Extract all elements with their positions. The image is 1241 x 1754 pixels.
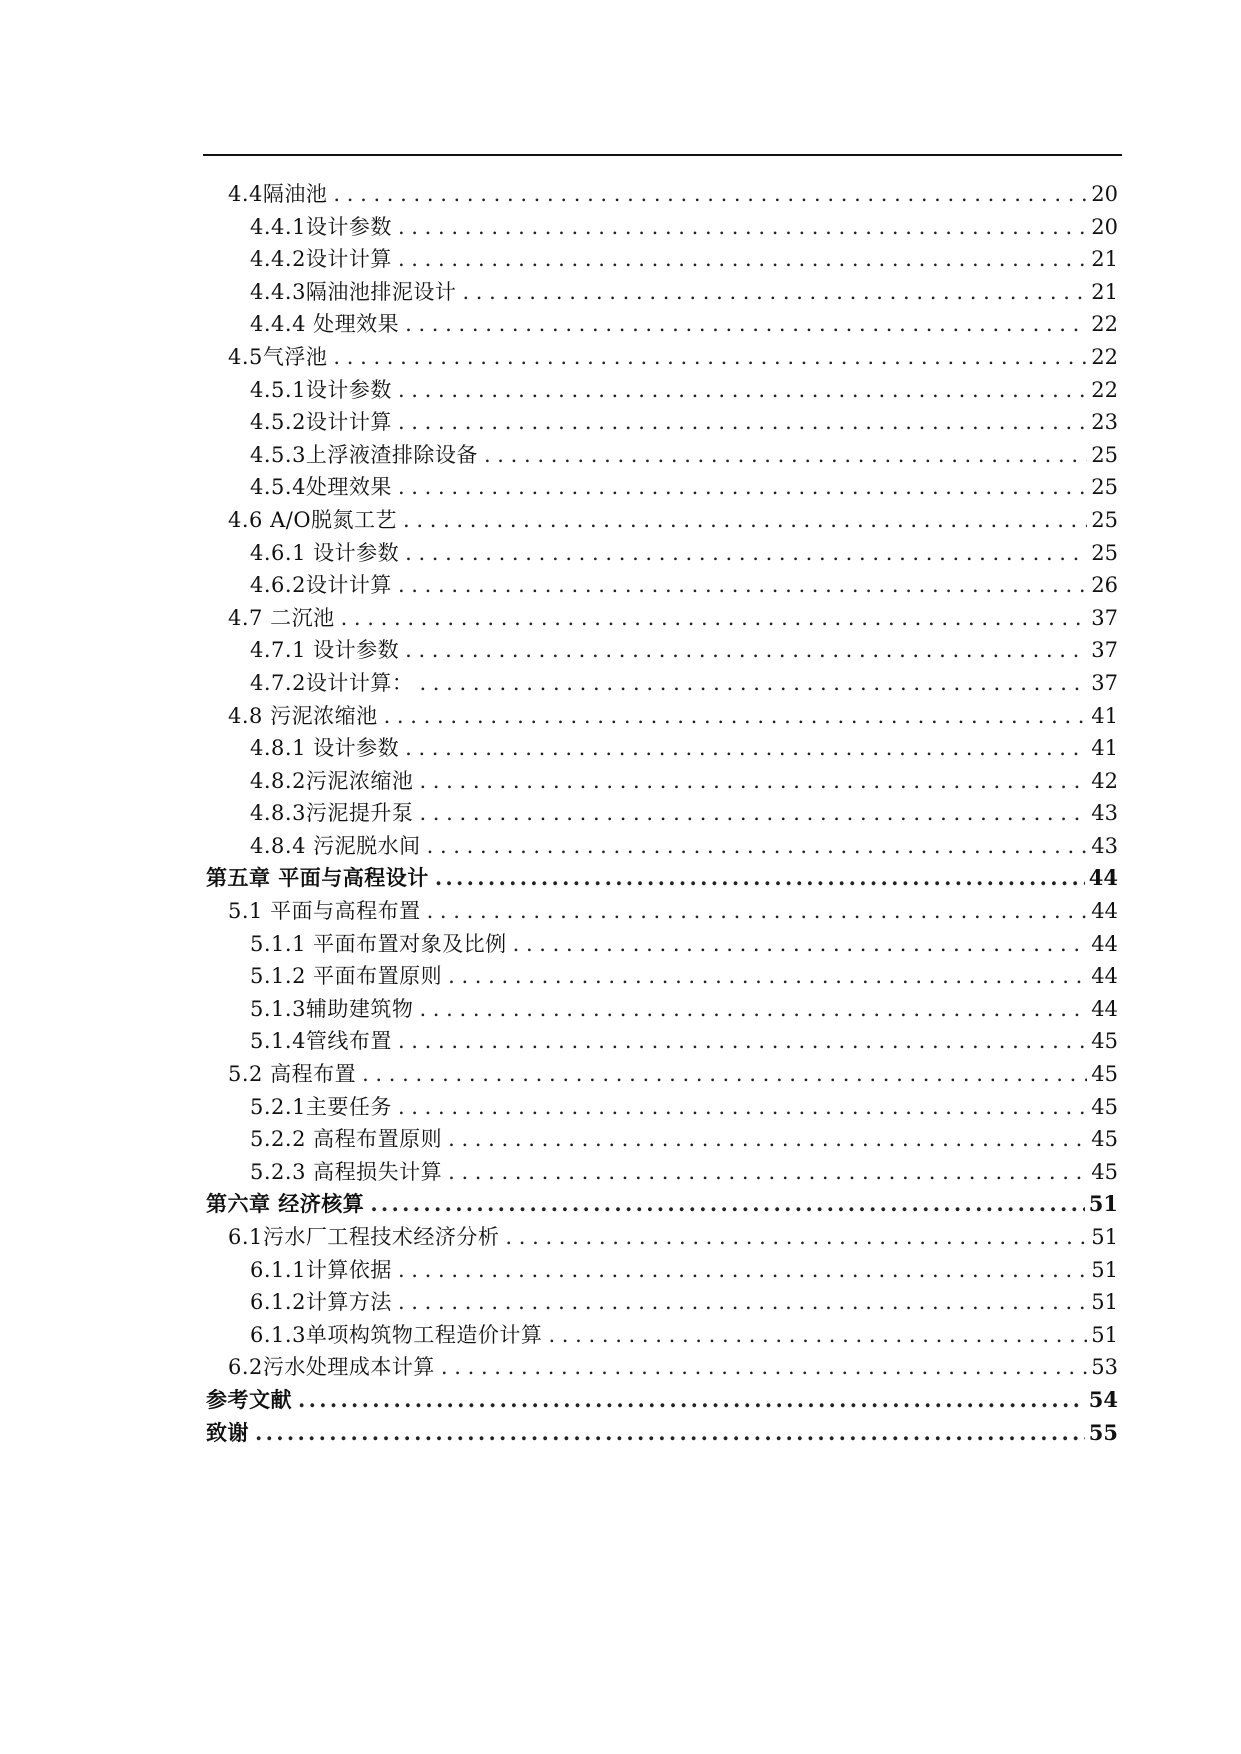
- toc-entry-title: 致谢: [206, 1419, 249, 1445]
- toc-entry[interactable]: [206, 341, 1118, 374]
- toc-entry-title: 4.8 污泥浓缩池: [228, 703, 378, 728]
- toc-dot-leader: [441, 1351, 1087, 1384]
- toc-entry[interactable]: [206, 1221, 1118, 1254]
- toc-entry[interactable]: [206, 1188, 1118, 1221]
- toc-page-number: 26: [1091, 573, 1118, 598]
- toc-entry-title: 6.1.1计算依据: [250, 1257, 392, 1282]
- toc-dot-leader: [505, 1221, 1087, 1254]
- toc-dot-leader: [448, 960, 1087, 993]
- toc-dot-leader: [403, 504, 1087, 537]
- toc-entry-title: 5.1 平面与高程布置: [228, 899, 421, 924]
- toc-entry-title: 第六章 经济核算: [206, 1191, 365, 1217]
- toc-page-number: 45: [1091, 1062, 1118, 1087]
- toc-page-number: 45: [1091, 1159, 1118, 1184]
- toc-entry[interactable]: [206, 504, 1118, 537]
- toc-dot-leader: [333, 178, 1087, 211]
- toc-entry-title: 6.1.3单项构筑物工程造价计算: [250, 1322, 543, 1347]
- toc-dot-leader: [398, 211, 1087, 244]
- toc-page-number: 23: [1091, 410, 1118, 435]
- toc-entry-title: 4.4隔油池: [228, 182, 328, 206]
- toc-dot-leader: [405, 537, 1087, 570]
- toc-entry-title: 5.1.4管线布置: [250, 1029, 392, 1054]
- toc-entry-title: 5.2 高程布置: [228, 1062, 357, 1087]
- toc-dot-leader: [341, 602, 1088, 635]
- toc-page-number: 41: [1091, 736, 1118, 761]
- toc-dot-leader: [398, 1254, 1087, 1287]
- header-rule: [203, 154, 1122, 156]
- toc-page-number: 42: [1091, 768, 1118, 793]
- toc-entry[interactable]: [206, 178, 1118, 211]
- toc-page-number: 41: [1091, 703, 1118, 728]
- toc-entry[interactable]: [206, 1286, 1118, 1319]
- toc-dot-leader: [398, 471, 1087, 504]
- toc-page-number: 20: [1091, 182, 1118, 206]
- toc-page-number: 21: [1091, 279, 1118, 304]
- toc-entry[interactable]: [206, 276, 1118, 309]
- toc-entry[interactable]: [206, 895, 1118, 928]
- toc-page-number: 51: [1091, 1290, 1118, 1315]
- toc-entry-title: 第五章 平面与高程设计: [206, 865, 429, 891]
- toc-entry[interactable]: [206, 830, 1118, 863]
- toc-dot-leader: [435, 862, 1085, 895]
- toc-entry-title: 4.4.4 处理效果: [250, 312, 400, 337]
- toc-dot-leader: [448, 1156, 1087, 1189]
- toc-entry[interactable]: [206, 634, 1118, 667]
- toc-dot-leader: [419, 993, 1087, 1026]
- toc-dot-leader: [513, 928, 1088, 961]
- toc-dot-leader: [398, 243, 1087, 276]
- toc-page-number: 51: [1091, 1225, 1118, 1249]
- toc-dot-leader: [398, 1025, 1087, 1058]
- toc-page-number: 44: [1088, 865, 1118, 891]
- toc-entry-title: 4.8.4 污泥脱水间: [250, 833, 421, 858]
- toc-entry-title: 4.4.2设计计算: [250, 247, 392, 272]
- toc-page-number: 54: [1088, 1386, 1118, 1412]
- toc-page-number: 25: [1091, 507, 1118, 532]
- toc-entry-title: 4.7.1 设计参数: [250, 638, 400, 663]
- toc-page-number: 22: [1091, 312, 1118, 337]
- toc-page-number: 44: [1091, 899, 1118, 924]
- toc-entry-title: 4.8.2污泥浓缩池: [250, 768, 414, 793]
- toc-entry-title: 参考文献: [206, 1386, 292, 1412]
- toc-entry-title: 5.1.3辅助建筑物: [250, 996, 414, 1021]
- toc-entry-title: 4.8.1 设计参数: [250, 736, 400, 761]
- toc-entry-title: 6.2污水处理成本计算: [228, 1355, 435, 1380]
- toc-entry[interactable]: [206, 308, 1118, 341]
- toc-page-number: 51: [1091, 1257, 1118, 1282]
- toc-entry[interactable]: [206, 960, 1118, 993]
- toc-entry-title: 4.4.3隔油池排泥设计: [250, 279, 457, 304]
- toc-dot-leader: [405, 732, 1087, 765]
- toc-entry[interactable]: [206, 1156, 1118, 1189]
- toc-entry[interactable]: [206, 732, 1118, 765]
- toc-entry-title: 5.1.2 平面布置原则: [250, 964, 443, 989]
- toc-page-number: 45: [1091, 1029, 1118, 1054]
- table-of-contents: [206, 178, 1118, 1449]
- toc-entry[interactable]: [206, 243, 1118, 276]
- toc-dot-leader: [370, 1188, 1084, 1221]
- toc-entry-title: 6.1.2计算方法: [250, 1290, 392, 1315]
- toc-entry-title: 4.4.1设计参数: [250, 214, 392, 239]
- toc-page-number: 22: [1091, 377, 1118, 402]
- toc-page-number: 20: [1091, 214, 1118, 239]
- toc-page-number: 53: [1091, 1355, 1118, 1380]
- toc-dot-leader: [398, 569, 1087, 602]
- toc-entry-title: 4.6 A/O脱氮工艺: [228, 507, 398, 532]
- toc-dot-leader: [419, 667, 1087, 700]
- toc-page-number: 44: [1091, 931, 1118, 956]
- toc-entry[interactable]: [206, 797, 1118, 830]
- toc-dot-leader: [484, 439, 1087, 472]
- toc-page-number: 37: [1091, 670, 1118, 695]
- toc-entry[interactable]: [206, 1025, 1118, 1058]
- toc-entry-title: 6.1污水厂工程技术经济分析: [228, 1225, 500, 1249]
- toc-dot-leader: [419, 765, 1087, 798]
- toc-page-number: 45: [1091, 1094, 1118, 1119]
- toc-page-number: 45: [1091, 1127, 1118, 1152]
- toc-entry-title: 4.5气浮池: [228, 344, 328, 369]
- toc-entry[interactable]: [206, 700, 1118, 733]
- toc-page-number: 25: [1091, 540, 1118, 565]
- toc-entry-title: 5.2.1主要任务: [250, 1094, 392, 1119]
- toc-page-number: 44: [1091, 964, 1118, 989]
- toc-entry[interactable]: [206, 1091, 1118, 1124]
- toc-dot-leader: [333, 341, 1087, 374]
- toc-dot-leader: [405, 634, 1087, 667]
- toc-dot-leader: [298, 1384, 1085, 1417]
- toc-entry[interactable]: [206, 471, 1118, 504]
- toc-entry[interactable]: [206, 1319, 1118, 1352]
- toc-entry-title: 4.8.3污泥提升泵: [250, 801, 414, 826]
- toc-page-number: 21: [1091, 247, 1118, 272]
- toc-entry[interactable]: [206, 1058, 1118, 1091]
- toc-entry-title: 4.7 二沉池: [228, 605, 335, 630]
- toc-dot-leader: [384, 700, 1088, 733]
- toc-entry[interactable]: [206, 928, 1118, 961]
- toc-page-number: 51: [1091, 1322, 1118, 1347]
- toc-dot-leader: [398, 1091, 1087, 1124]
- toc-page-number: 43: [1091, 801, 1118, 826]
- toc-dot-leader: [398, 374, 1087, 407]
- toc-page-number: 37: [1091, 605, 1118, 630]
- toc-dot-leader: [427, 895, 1088, 928]
- toc-page-number: 44: [1091, 996, 1118, 1021]
- toc-dot-leader: [362, 1058, 1087, 1091]
- toc-entry-title: 5.2.2 高程布置原则: [250, 1127, 443, 1152]
- toc-dot-leader: [398, 406, 1087, 439]
- toc-entry-title: 4.5.1设计参数: [250, 377, 392, 402]
- toc-entry[interactable]: [206, 569, 1118, 602]
- toc-dot-leader: [419, 797, 1087, 830]
- toc-page-number: 25: [1091, 442, 1118, 467]
- toc-dot-leader: [462, 276, 1087, 309]
- toc-entry[interactable]: [206, 1351, 1118, 1384]
- toc-entry[interactable]: [206, 993, 1118, 1026]
- toc-entry[interactable]: [206, 537, 1118, 570]
- toc-entry[interactable]: [206, 1417, 1118, 1450]
- toc-page-number: 37: [1091, 638, 1118, 663]
- toc-entry-title: 4.5.3上浮液渣排除设备: [250, 442, 478, 467]
- toc-page-number: 22: [1091, 344, 1118, 369]
- toc-entry[interactable]: [206, 439, 1118, 472]
- toc-entry[interactable]: [206, 765, 1118, 798]
- toc-page-number: 43: [1091, 833, 1118, 858]
- toc-entry-title: 4.6.2设计计算: [250, 573, 392, 598]
- toc-entry[interactable]: [206, 1254, 1118, 1287]
- toc-entry-title: 5.2.3 高程损失计算: [250, 1159, 443, 1184]
- toc-dot-leader: [548, 1319, 1087, 1352]
- toc-entry-title: 4.5.2设计计算: [250, 410, 392, 435]
- toc-dot-leader: [398, 1286, 1087, 1319]
- toc-dot-leader: [405, 308, 1087, 341]
- toc-dot-leader: [427, 830, 1088, 863]
- toc-entry-title: 4.5.4处理效果: [250, 475, 392, 500]
- toc-entry[interactable]: [206, 1384, 1118, 1417]
- toc-entry-title: 4.6.1 设计参数: [250, 540, 400, 565]
- toc-entry[interactable]: [206, 211, 1118, 244]
- toc-entry-title: 4.7.2设计计算：: [250, 670, 414, 695]
- toc-entry[interactable]: [206, 406, 1118, 439]
- toc-entry-title: 5.1.1 平面布置对象及比例: [250, 931, 507, 956]
- toc-page-number: 51: [1088, 1191, 1118, 1217]
- toc-dot-leader: [255, 1417, 1085, 1450]
- toc-entry[interactable]: [206, 862, 1118, 895]
- toc-entry[interactable]: [206, 602, 1118, 635]
- toc-dot-leader: [448, 1123, 1087, 1156]
- toc-page-number: 55: [1088, 1419, 1118, 1445]
- toc-entry[interactable]: [206, 1123, 1118, 1156]
- toc-entry[interactable]: [206, 667, 1118, 700]
- toc-page-number: 25: [1091, 475, 1118, 500]
- toc-entry[interactable]: [206, 374, 1118, 407]
